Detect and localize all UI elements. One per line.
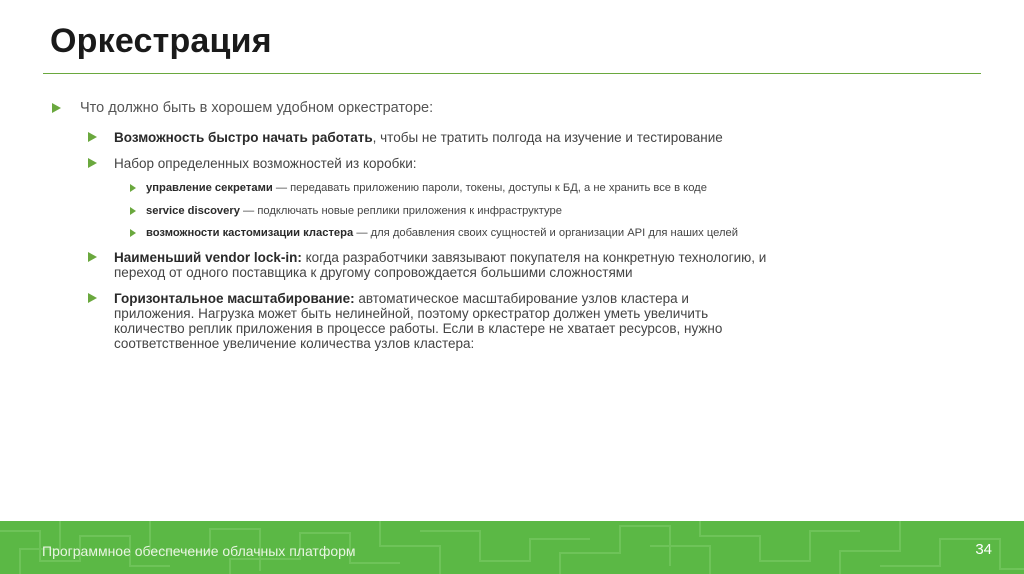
bullet-arrow-icon (88, 252, 97, 262)
bullet-text: — передавать приложению пароли, токены, доступы к БД, а не хранить все в коде (272, 182, 707, 194)
bullet-bold-text: Наименьший vendor lock-in: (114, 249, 302, 265)
slide-title: Оркестрация (50, 22, 272, 60)
slide-body (52, 100, 772, 362)
bullet-bold-text: возможности кастомизации кластера (146, 227, 354, 239)
bullet-text: когда разработчики завязывают покупателя на конкретную технологию, и переход от одного поставщика к другому сопровождается большими сложностями (114, 249, 767, 280)
bullet-text: , чтобы не тратить полгода на изучение и тестирование (372, 130, 723, 145)
subbullet-customization (52, 227, 772, 240)
bullet-text: автоматическое масштабирование узлов кластера и приложения. Нагрузка может быть нелинейной, поэтому оркестратор должен уметь увеличить количество реплик приложения в процессе работы. Если в кластере не хватает ресурсов, нужно соответственное увеличение количества узлов кластера: (114, 290, 723, 351)
bullet-intro (52, 100, 772, 117)
bullet-quick-start (52, 130, 772, 145)
bullet-bold-text: Возможность быстро начать работать (114, 130, 373, 145)
bullet-vendor-lock-in (52, 250, 772, 280)
bullet-arrow-icon (88, 293, 97, 303)
bullet-arrow-icon (88, 132, 97, 142)
bullet-bold-text: управление секретами (146, 182, 273, 194)
bullet-arrow-icon (130, 207, 136, 215)
bullet-arrow-icon (52, 103, 61, 113)
bullet-bold-text: Горизонтальное масштабирование: (114, 290, 355, 306)
bullet-arrow-icon (88, 158, 97, 168)
page-number: 34 (975, 541, 992, 558)
subbullet-service-discovery (52, 205, 772, 218)
bullet-text: Что должно быть в хорошем удобном оркестраторе: (80, 100, 434, 116)
bullet-features (52, 156, 772, 171)
footer-band (0, 521, 1024, 574)
title-divider (43, 73, 981, 74)
bullet-text: — подключать новые реплики приложения к инфраструктуре (239, 204, 562, 217)
bullet-text: Набор определенных возможностей из коробки: (114, 156, 417, 171)
bullet-bold-text: service discovery (146, 204, 240, 217)
subbullet-secrets (52, 182, 772, 195)
bullet-arrow-icon (130, 229, 136, 237)
bullet-arrow-icon (130, 184, 136, 192)
bullet-text: — для добавления своих сущностей и организации API для наших целей (353, 227, 739, 239)
bullet-horizontal-scaling (52, 291, 772, 351)
footer-course-title: Программное обеспечение облачных платформ (42, 543, 356, 559)
